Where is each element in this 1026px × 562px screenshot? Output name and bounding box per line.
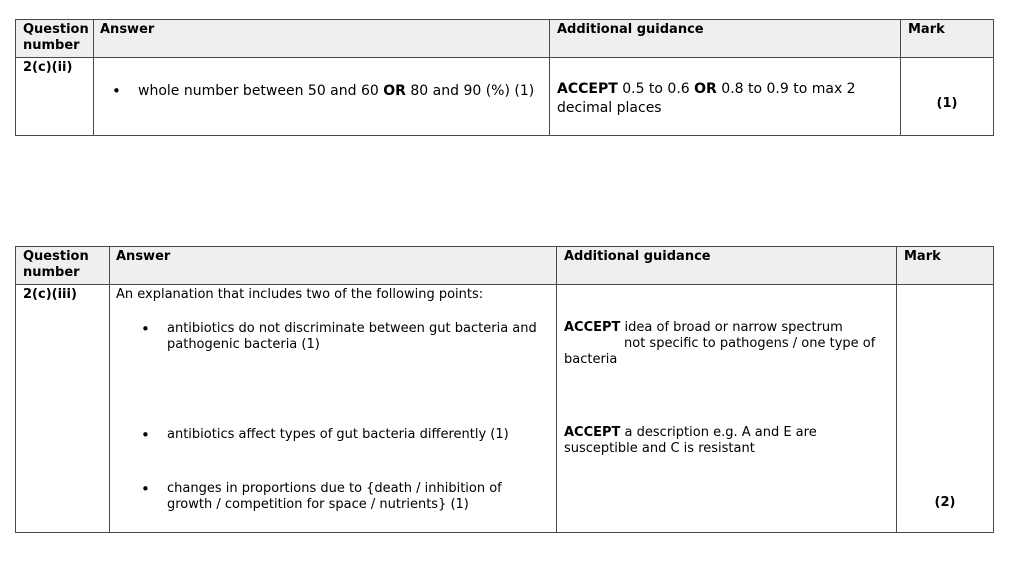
header-answer: Answer [110, 247, 557, 285]
answer-cell [94, 58, 550, 136]
guidance-cell [557, 285, 897, 533]
answer-point: • whole number between 50 and 60 OR 80 and 90 (%) (1) [112, 82, 543, 100]
mark-scheme-table-1 [15, 19, 994, 136]
mark-cell [897, 285, 994, 533]
header-additional-guidance: Additional guidance [557, 247, 897, 285]
mark-cell [901, 58, 994, 136]
guidance-cell [550, 58, 901, 136]
answer-intro: An explanation that includes two of the following points: [116, 287, 484, 302]
header-answer: Answer [94, 20, 550, 58]
header-question-number: Question number [16, 247, 110, 285]
question-number-cell [16, 58, 94, 136]
question-number: 2(c)(iii) [23, 287, 77, 302]
question-number: 2(c)(ii) [23, 60, 73, 75]
answer-point: • antibiotics do not discriminate between gut bacteria and pathogenic bacteria (1) [141, 321, 537, 353]
header-additional-guidance: Additional guidance [550, 20, 901, 58]
answer-point: • antibiotics affect types of gut bacteria differently (1) [141, 427, 567, 443]
header-mark: Mark [901, 20, 994, 58]
header-mark: Mark [897, 247, 994, 285]
header-question-number: Question number [16, 20, 94, 58]
mark-value: (2) [934, 495, 956, 510]
guidance-text: ACCEPT 0.5 to 0.6 OR 0.8 to 0.9 to max 2 decimal places [557, 81, 856, 116]
question-number-cell [16, 285, 110, 533]
guidance-text: ACCEPT idea of broad or narrow spectrum not specific to pathogens / one type of bacteria [564, 320, 876, 367]
mark-value: (1) [936, 96, 958, 111]
mark-scheme-table-2 [15, 246, 994, 533]
answer-point: • changes in proportions due to {death / inhibition of growth / competition for space / nutrients} (1) [141, 481, 537, 513]
guidance-text: ACCEPT a description e.g. A and E are susceptible and C is resistant [564, 425, 817, 456]
answer-cell [110, 285, 557, 533]
